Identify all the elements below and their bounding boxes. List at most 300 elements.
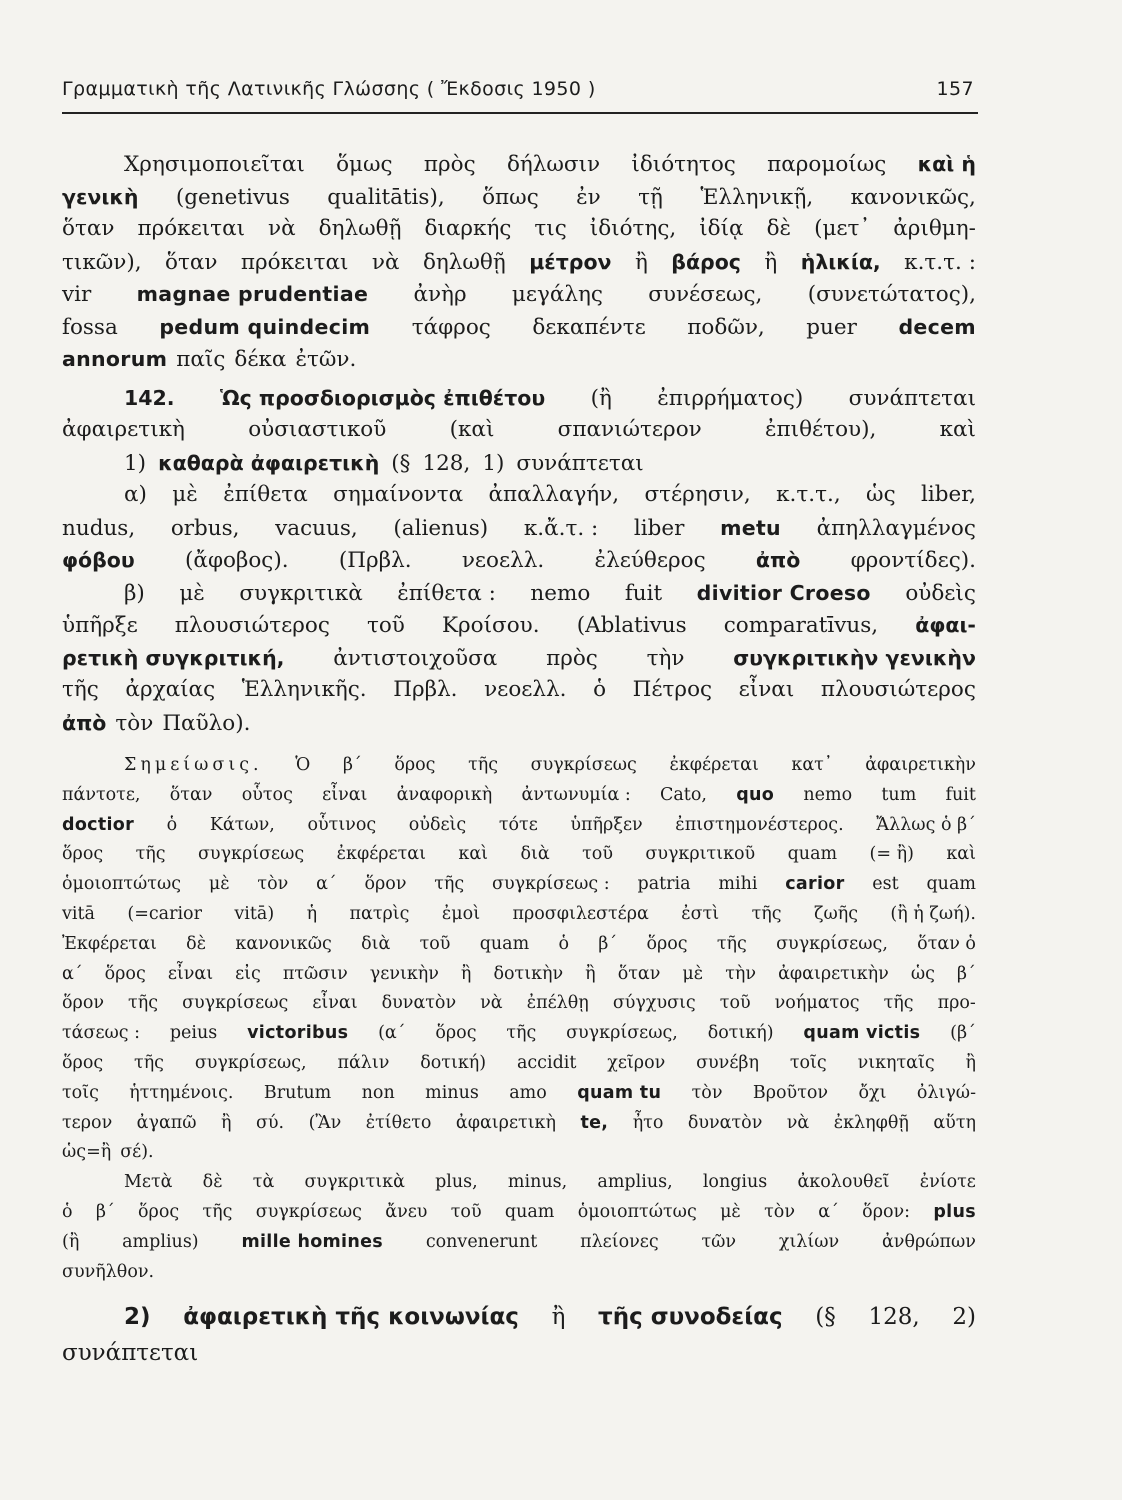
word: σέ).	[120, 1142, 154, 1163]
text-line	[62, 1258, 976, 1288]
word: ὅταν	[169, 784, 213, 805]
word: ὑπῆρξε	[62, 613, 138, 638]
word: δυνατὸν	[687, 1112, 763, 1133]
word: Μετὰ	[124, 1172, 173, 1193]
word: τῶν	[701, 1231, 737, 1252]
word: liber	[633, 515, 685, 541]
text-line	[62, 1138, 976, 1168]
word: ἢ	[965, 1052, 976, 1073]
word: (συνετώτατος),	[807, 282, 976, 307]
word: τάσεως :	[62, 1023, 141, 1044]
word: τερον	[62, 1112, 113, 1133]
word: συνέβη	[696, 1052, 759, 1073]
word: ἢ	[551, 1304, 566, 1331]
text-line	[62, 1079, 976, 1109]
text-line	[62, 840, 976, 870]
latin-example: doctior	[62, 814, 135, 835]
word: ἐτίθετο	[365, 1112, 432, 1133]
word: ἢ	[460, 963, 472, 984]
word: δὲ	[202, 1172, 223, 1193]
word: ποδῶν,	[687, 314, 765, 340]
word: ἀπαλλαγήν,	[488, 482, 620, 507]
word: πρόκειται	[137, 216, 246, 241]
section-142	[62, 382, 976, 740]
word: ἐπίθετα	[223, 482, 308, 507]
latin-example: quam tu	[577, 1082, 662, 1103]
word: ὡς	[866, 482, 896, 507]
word: οὗτινος	[307, 814, 377, 835]
word: ὅταν ὁ	[917, 933, 976, 954]
text-line	[62, 1299, 976, 1335]
text-line	[62, 213, 976, 246]
word: ὅρος	[646, 933, 688, 954]
word: 128,	[422, 450, 471, 476]
text-line	[62, 811, 976, 841]
word: ἐνίοτε	[919, 1172, 976, 1193]
word: ἐμοὶ	[441, 903, 481, 924]
bold-term: ρετικὴ συγκριτική,	[62, 645, 285, 670]
text-line	[62, 1228, 976, 1258]
word: nudus,	[62, 515, 136, 541]
word: εἶναι	[312, 993, 358, 1014]
word: συγκρίσεως :	[492, 874, 610, 895]
word: vacuus,	[275, 515, 358, 541]
word: τικῶν),	[62, 249, 142, 275]
word: εἶναι	[167, 963, 214, 984]
word: τῆς	[716, 933, 747, 954]
word: προσφιλεστέρα	[512, 903, 649, 924]
word: fossa	[62, 314, 118, 340]
word: ἐν	[576, 184, 601, 210]
word: ἰδιότητος	[631, 152, 736, 177]
text-line	[62, 960, 976, 990]
word: Πέτρος	[632, 677, 713, 702]
word: ἀγαπῶ	[136, 1112, 197, 1133]
word: nemo	[530, 580, 591, 606]
text-line	[62, 544, 976, 577]
latin-example: carior	[785, 874, 845, 895]
word: ἀφαιρετικὴ	[62, 417, 185, 442]
word: τὴν	[725, 963, 757, 984]
word: τὴν	[646, 645, 685, 671]
word: ἐκληφθῇ	[833, 1112, 909, 1133]
word: τῇ	[638, 184, 663, 210]
word: γενικὴν	[369, 963, 439, 984]
word: πρόκειται	[240, 249, 349, 275]
bold-term: καθαρὰ ἀφαιρετικὴ	[158, 450, 380, 475]
word: (genetivus	[175, 184, 290, 210]
word: δοτικὴν	[493, 963, 564, 984]
text-line	[62, 278, 976, 311]
word: ἀναφορικὴ	[396, 784, 493, 805]
word: εἶναι	[738, 677, 795, 702]
word: ὁ	[62, 1201, 73, 1222]
word: Ἄλλως ὁ β΄	[876, 814, 976, 835]
header-rule	[62, 112, 978, 114]
word: συγκρίσεως,	[776, 933, 888, 954]
word: ἐκφέρεται	[669, 755, 759, 775]
word: ἡττημένοις.	[129, 1082, 234, 1103]
word: α΄	[316, 874, 337, 895]
bold-term: ἀπὸ	[62, 710, 107, 735]
word: τις	[534, 216, 567, 241]
spacer	[62, 739, 976, 751]
bold-term: συγκριτικὴν γενικὴν	[733, 645, 976, 670]
word: mihi	[718, 874, 758, 895]
word: vir	[62, 282, 92, 307]
word: ὁμοιοπτώτως	[577, 1201, 697, 1222]
bold-term: γενικὴ	[62, 184, 139, 209]
bold-term: τῆς συνοδείας	[598, 1304, 783, 1331]
word: β΄	[598, 933, 618, 954]
latin-example: pedum quindecim	[159, 314, 371, 339]
word: τῆς	[468, 755, 499, 775]
word: οὐσιαστικοῦ	[248, 417, 387, 442]
word: τῆς	[134, 1052, 164, 1073]
word: ἀνὴρ	[413, 282, 467, 307]
word: nemo	[803, 784, 853, 805]
word: comparatīvus,	[723, 613, 879, 638]
word: ὡς=ἢ	[62, 1142, 112, 1163]
word: quam	[787, 844, 838, 865]
word: πλείονες	[580, 1231, 659, 1252]
text-line	[62, 246, 976, 279]
word: quam	[504, 1201, 555, 1222]
word: μὲ	[720, 1201, 741, 1222]
word: τῆς	[202, 1201, 233, 1222]
bold-term: ἡλικία,	[800, 249, 881, 274]
word: ὡς	[910, 963, 935, 984]
word: ζωῆς	[813, 903, 858, 924]
word: ἡ	[306, 903, 318, 924]
word: κανονικῶς,	[850, 184, 976, 210]
text-line	[62, 382, 976, 415]
bold-term: μέτρον	[529, 249, 612, 274]
spacer	[62, 1287, 976, 1299]
word: δὲ	[766, 216, 792, 241]
text-line	[62, 989, 976, 1019]
word: πατρὶς	[349, 903, 410, 924]
word: ἄνευ	[385, 1201, 428, 1222]
word: α΄	[62, 963, 83, 984]
word: plus,	[435, 1172, 478, 1193]
bold-term: φόβου	[62, 548, 135, 572]
word: ὅταν	[165, 249, 218, 275]
word: (Ἂν	[308, 1112, 342, 1133]
word: (καὶ	[449, 417, 495, 442]
latin-example: magnae prudentiae	[136, 282, 369, 306]
running-header	[62, 78, 974, 100]
word: οὐδεὶς	[408, 814, 467, 835]
text-line	[62, 1109, 976, 1139]
word: ὅρος	[62, 844, 104, 865]
word: ἀνθρώπων	[881, 1231, 976, 1252]
word: διὰ	[520, 844, 550, 865]
word: Πρβλ.	[393, 677, 458, 702]
word: τῆς	[135, 844, 166, 865]
latin-example: divitior Croeso	[696, 580, 871, 605]
text-line	[62, 642, 976, 675]
word: ὅρος	[62, 1052, 104, 1073]
text-line	[62, 512, 976, 545]
word: Ὁ	[295, 755, 311, 775]
word: ἀφαιρετικὴν	[865, 755, 976, 775]
word: quam	[479, 933, 530, 954]
word: (β΄	[950, 1023, 976, 1044]
word: καὶ	[946, 844, 976, 865]
word: β΄	[342, 755, 362, 775]
word: ἢ	[764, 249, 778, 275]
word: Κροίσου.	[441, 613, 540, 638]
word: ἢ	[634, 249, 648, 275]
word: Cato,	[659, 784, 707, 805]
word: παῖς	[176, 347, 226, 372]
running-title: Γραμματικὴ τῆς Λατινικῆς Γλώσσης ( Ἔκδοσις 1950 )	[62, 78, 596, 100]
word: ἐκφέρεται	[336, 844, 426, 865]
word: προ-	[937, 993, 976, 1014]
word: ὁ	[166, 814, 178, 835]
word: ἐπίθετα :	[397, 580, 496, 606]
word: δήλωσιν	[506, 152, 601, 177]
word: ἢ	[221, 1112, 232, 1133]
text-line	[62, 1335, 976, 1371]
word: πρὸς	[546, 645, 598, 671]
word: 128,	[868, 1304, 920, 1331]
word: οὐδεὶς	[905, 580, 976, 606]
word: (=carior	[127, 903, 202, 924]
latin-example: te,	[580, 1112, 609, 1133]
word: (§	[391, 450, 411, 476]
bold-term: βάρος	[671, 249, 741, 274]
word: ὅρος	[138, 1201, 180, 1222]
word: (Ablativus	[576, 613, 687, 638]
word: Brutum	[263, 1082, 332, 1103]
word: χιλίων	[778, 1231, 840, 1252]
word: ἀφαιρετικὴ	[455, 1112, 556, 1133]
word: ὅρον:	[862, 1201, 911, 1222]
word: κανονικῶς	[235, 933, 332, 954]
word: Βροῦτον	[752, 1082, 829, 1103]
word: νὰ	[371, 249, 400, 275]
word: συγκριτικὰ	[304, 1172, 405, 1193]
word: πλουσιώτερος	[174, 613, 330, 638]
word: δὲ	[186, 933, 207, 954]
word: (ἢ ἡ ζωή).	[890, 903, 976, 924]
page-body	[62, 148, 976, 1371]
word: δηλωθῇ	[318, 216, 402, 241]
word: tum	[881, 784, 917, 805]
word: τὸν	[115, 710, 154, 736]
word: ἀπηλλαγμένος	[816, 515, 976, 541]
text-line	[62, 870, 976, 900]
word: εἰς	[235, 963, 261, 984]
subsection-2	[62, 1299, 976, 1371]
word: παρομοίως	[767, 152, 887, 177]
word: κ.τ.τ.,	[776, 482, 841, 507]
word: ἐπέλθῃ	[526, 993, 589, 1014]
word: ὀλιγώ-	[916, 1082, 976, 1103]
word: διὰ	[361, 933, 391, 954]
word: Ἐκφέρεται	[62, 933, 157, 954]
latin-example: quam victis	[803, 1023, 921, 1044]
word: τοῖς	[789, 1052, 827, 1073]
word: νὰ	[786, 1112, 810, 1133]
word: convenerunt	[425, 1231, 538, 1252]
text-line	[62, 1168, 976, 1198]
word: (α΄	[378, 1023, 406, 1044]
word: φροντίδες).	[850, 548, 976, 573]
word: τῆς	[883, 993, 914, 1014]
word: ἀκολουθεῖ	[797, 1172, 890, 1193]
text-line	[62, 1019, 976, 1049]
word: ὅπως	[482, 184, 539, 210]
section-heading: Ὡς προσδιορισμὸς ἐπιθέτου	[219, 385, 546, 410]
word: ἐστὶ	[681, 903, 720, 924]
word: συνῆλθον.	[62, 1261, 155, 1282]
word: ὅρος	[435, 1023, 477, 1044]
word: δοτική)	[707, 1023, 774, 1044]
word: τῆς	[751, 903, 782, 924]
word: τῆς	[62, 677, 99, 702]
word: ὁμοιοπτώτως	[62, 874, 182, 895]
word: α΄	[818, 1201, 839, 1222]
word: χεῖρον	[607, 1052, 666, 1073]
word: σύγχυσις	[612, 993, 696, 1014]
word: ὅρος	[104, 963, 146, 984]
word: τοῦ	[419, 933, 451, 954]
word: διαρκής	[424, 216, 512, 241]
word: τοῦ	[719, 993, 751, 1014]
word: Ἑλληνικῆς.	[241, 677, 367, 702]
latin-example: victoribus	[247, 1023, 349, 1044]
word: νὰ	[268, 216, 296, 241]
word: peius	[169, 1023, 218, 1044]
bold-term: ἀφαιρετικὴ τῆς κοινωνίας	[183, 1304, 519, 1331]
word: quam	[926, 874, 976, 895]
word: ἦτο	[632, 1112, 664, 1133]
word: συγκρίσεως,	[566, 1023, 678, 1044]
word: amplius)	[122, 1231, 199, 1252]
word: β)	[124, 580, 145, 606]
text-line	[62, 447, 976, 480]
word: Ἑλληνικῇ,	[700, 184, 814, 210]
word: (§	[815, 1304, 836, 1331]
word: μὲ	[682, 963, 704, 984]
word: α)	[124, 482, 147, 507]
word: τοῦ	[366, 613, 405, 638]
word: τοῦ	[450, 1201, 482, 1222]
word: συγκρίσεως	[182, 993, 289, 1014]
word: (ἢ	[590, 385, 612, 411]
word: καὶ	[939, 417, 976, 442]
word: μεγάλης	[511, 282, 603, 307]
word: ὅρον	[62, 993, 104, 1014]
word: amo	[509, 1082, 547, 1103]
word: orbus,	[170, 515, 240, 541]
word: ἐλεύθερος	[594, 548, 706, 573]
text-line	[62, 181, 976, 214]
word: συνάπτεται	[848, 385, 976, 411]
word: fuit	[624, 580, 663, 606]
word: σπανιώτερον	[557, 417, 702, 442]
word: (Πρβλ.	[338, 548, 412, 573]
word: τῆς	[506, 1023, 537, 1044]
word: σημαίνοντα	[333, 482, 464, 507]
word: σύ.	[255, 1112, 285, 1133]
word: συνέσεως,	[648, 282, 763, 307]
word: νοήματος	[774, 993, 860, 1014]
latin-example: decem	[898, 314, 976, 339]
text-line	[62, 900, 976, 930]
word: συγκρίσεως	[530, 755, 637, 775]
word: Κάτων,	[209, 814, 275, 835]
word: 2)	[952, 1304, 976, 1331]
word: patria	[637, 874, 691, 895]
word: Χρησιμοποιεῖται	[124, 152, 305, 177]
text-line	[62, 751, 976, 781]
word: κ.ἄ.τ. :	[523, 515, 599, 541]
word: ἐτῶν.	[295, 347, 357, 372]
word: vitā	[62, 903, 95, 924]
word: συγκρίσεως	[197, 844, 305, 865]
word: καὶ	[458, 844, 489, 865]
word: ἀριθμη-	[893, 216, 976, 241]
word: τὰ	[252, 1172, 275, 1193]
word: εἶναι	[322, 784, 368, 805]
word: κ.τ.τ. :	[904, 249, 976, 275]
word: τῆς	[128, 993, 159, 1014]
word: πρὸς	[423, 152, 476, 177]
text-line	[62, 609, 976, 642]
word: πάλιν	[337, 1052, 390, 1073]
word: fuit	[945, 784, 976, 805]
word: συνάπτεται	[62, 1340, 199, 1367]
text-line	[62, 781, 976, 811]
word: ἀντιστοιχοῦσα	[333, 645, 498, 671]
word: ὅρον	[364, 874, 407, 895]
word: vitā)	[234, 903, 275, 924]
word: est	[872, 874, 899, 895]
bold-term: καὶ ἡ	[917, 152, 976, 176]
word: 1)	[482, 450, 505, 476]
word: β΄	[95, 1201, 115, 1222]
word: ὑπῆρξεν	[570, 814, 643, 835]
word: ἐπιρρήματος)	[657, 385, 804, 411]
page-number: 157	[936, 78, 974, 100]
word: ἀφαιρετικὴν	[778, 963, 889, 984]
word: οὗτος	[241, 784, 293, 805]
word: πλουσιώτερος	[820, 677, 976, 702]
note-label: Σημείωσις.	[124, 755, 263, 775]
word: ἐπιθέτου),	[765, 417, 877, 442]
word: minus	[425, 1082, 479, 1103]
word: τοῖς	[62, 1082, 99, 1103]
word: συγκριτικοῦ	[645, 844, 756, 865]
word: ἀντωνυμία :	[521, 784, 631, 805]
word: τὸν	[691, 1082, 723, 1103]
word: μὲ	[208, 874, 230, 895]
text-line	[62, 148, 976, 181]
bold-term: ἀφαι-	[915, 613, 976, 637]
word: δηλωθῇ	[422, 249, 506, 275]
word: τὸν	[764, 1201, 795, 1222]
word: ὁ	[593, 677, 607, 702]
word: 1)	[124, 450, 147, 476]
word: ὅταν	[62, 216, 115, 241]
word: νεοελλ.	[461, 548, 545, 573]
word: (= ἢ)	[869, 844, 914, 865]
text-line	[62, 311, 976, 344]
